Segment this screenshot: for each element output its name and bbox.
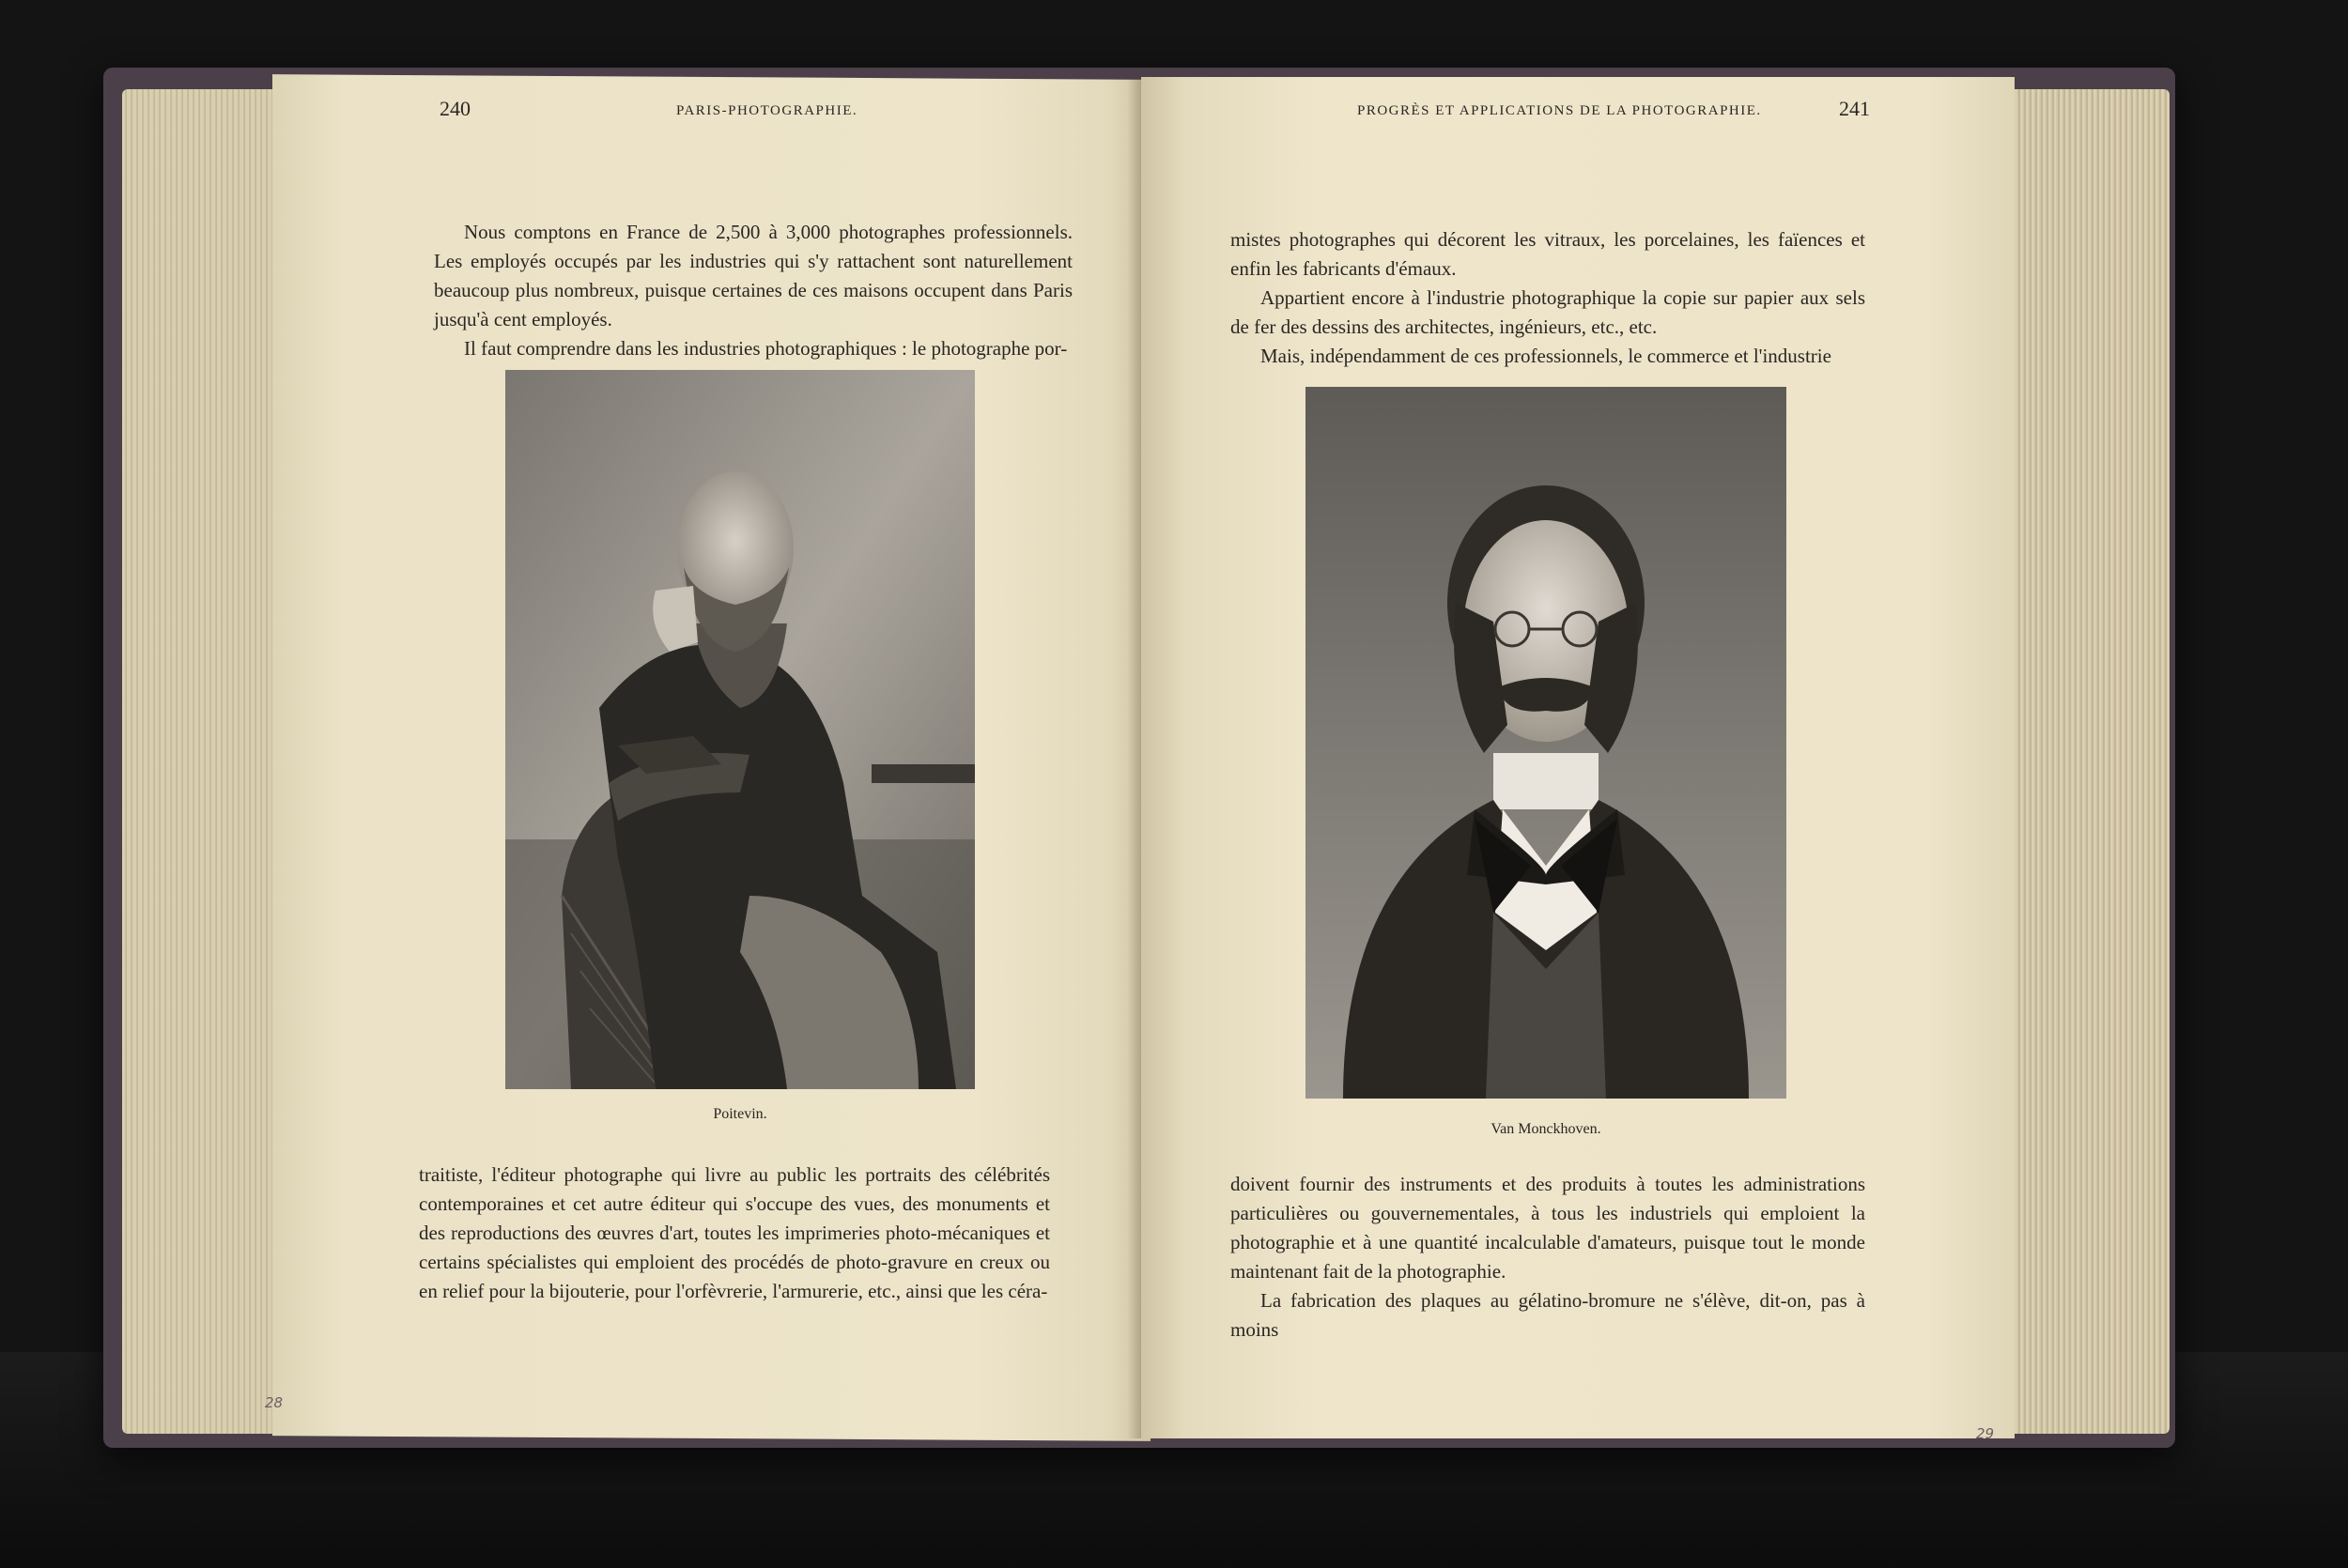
left-paragraph-1: Nous comptons en France de 2,500 à 3,000 photographes professionnels. Les employés occupés par les industries qui s'y rattachent sont naturellement beaucoup plus nombreux, puisque certaines de ces maisons occupent dans Paris jusqu'à cent employés.	[434, 221, 1073, 331]
right-page-number: 241	[1839, 97, 1870, 120]
right-paragraph-2: Appartient encore à l'industrie photographique la copie sur papier aux sels de fer des dessins des architectes, ingénieurs, etc., etc.	[1230, 286, 1865, 338]
right-paragraph-5: La fabrication des plaques au gélatino-bromure ne s'élève, dit-on, pas à moins	[1230, 1289, 1865, 1341]
left-paragraph-3: traitiste, l'éditeur photographe qui livre au public les portraits des célébrités contemporaines et cet autre éditeur qui s'occupe des vues, des monuments et des reproductions des œuvres d'art, toutes les imprimeries photo-mécaniques et certains spécialistes qui emploient des procédés de photo-gravure en creux ou en relief pour la bijouterie, pour l'orfèvrerie, l'armurerie, etc., ainsi que les céra-	[419, 1163, 1050, 1302]
right-paragraph-1: mistes photographes qui décorent les vitraux, les porcelaines, les faïences et enfin les fabricants d'émaux.	[1230, 228, 1865, 280]
page-edges-right	[2010, 89, 2170, 1434]
portrait-van-monckhoven-image	[1305, 387, 1786, 1099]
right-plate-caption: Van Monckhoven.	[1491, 1121, 1601, 1137]
right-running-head: PROGRÈS ET APPLICATIONS DE LA PHOTOGRAPHIE.	[1357, 103, 1762, 118]
right-paragraph-3: Mais, indépendamment de ces professionnels, le commerce et l'industrie	[1260, 345, 1831, 367]
portrait-plate-van-monckhoven	[1305, 387, 1786, 1099]
left-running-head: PARIS-PHOTOGRAPHIE.	[676, 103, 858, 118]
left-page-number: 240	[440, 97, 471, 120]
left-text-bottom	[419, 1161, 1050, 1306]
right-text-bottom	[1230, 1170, 1865, 1345]
right-paragraph-4: doivent fournir des instruments et des produits à toutes les administrations particulières ou gouvernementales, à tous les industriels qui emploient la photographie et à une quantité incalculable d'amateurs, puisque tout le monde maintenant fait de la photographie.	[1230, 1173, 1865, 1283]
left-paragraph-2: Il faut comprendre dans les industries photographiques : le photographe por-	[464, 337, 1068, 360]
left-handwritten-number: 28	[265, 1394, 284, 1411]
page-edges-left	[122, 89, 286, 1434]
portrait-poitevin-image	[505, 370, 975, 1089]
right-text-top	[1230, 225, 1865, 371]
left-text-top	[434, 218, 1073, 363]
right-handwritten-number: 29	[1976, 1425, 1995, 1442]
left-plate-caption: Poitevin.	[713, 1106, 767, 1122]
portrait-plate-poitevin	[505, 370, 975, 1089]
